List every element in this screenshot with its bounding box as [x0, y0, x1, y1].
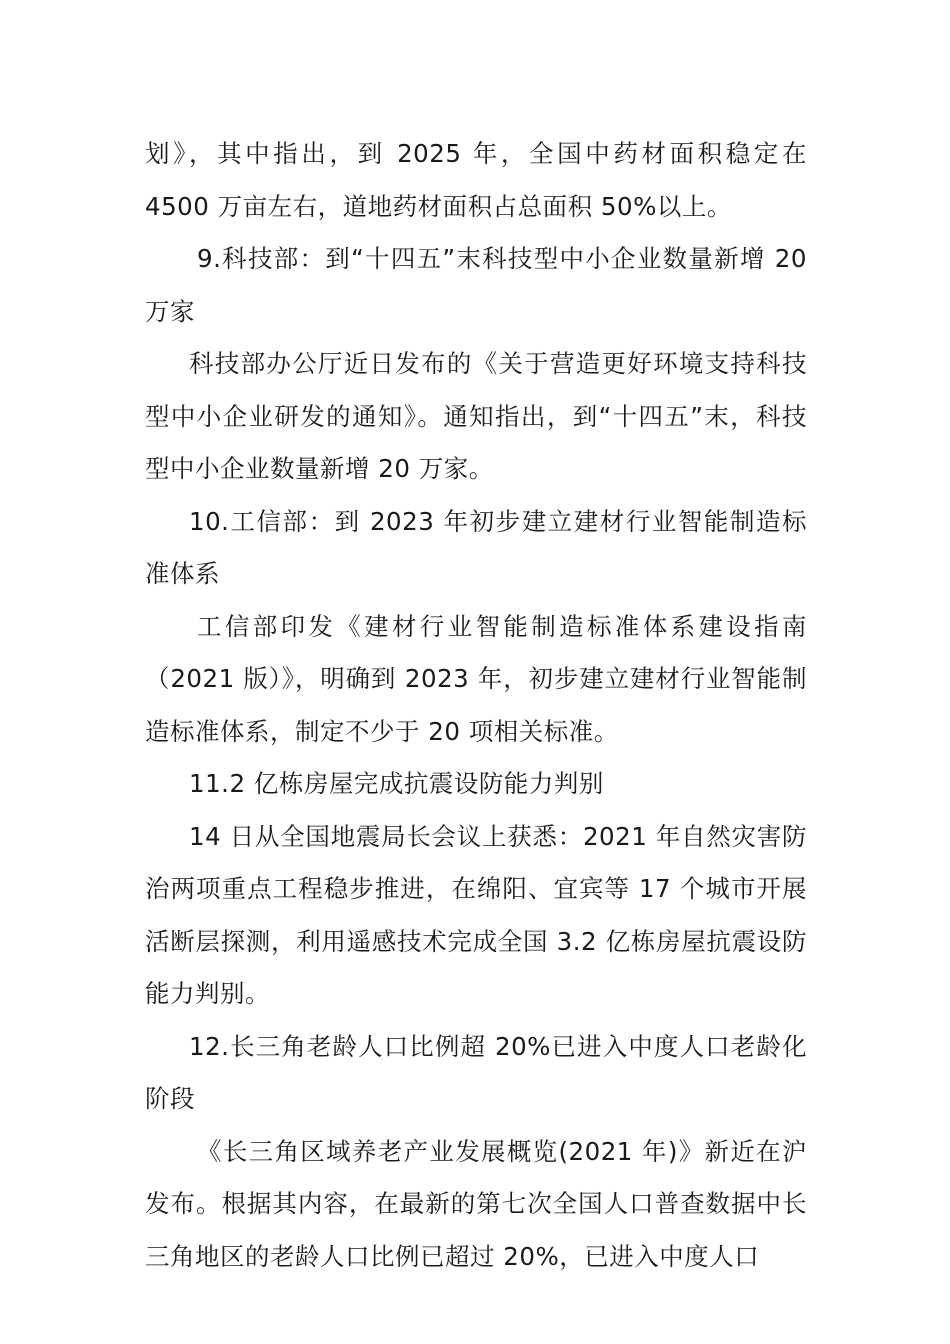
section-heading-10: 10.工信部：到 2023 年初步建立建材行业智能制造标准体系	[145, 506, 807, 588]
section-heading-12: 12.长三角老龄人口比例超 20%已进入中度人口老龄化阶段	[145, 1031, 807, 1113]
paragraph-continuation: 划》，其中指出，到 2025 年，全国中药材面积稳定在 4500 万亩左右，道地药材面积占总面积 50%以上。	[145, 139, 807, 221]
paragraph-10-body: 工信部印发《建材行业智能制造标准体系建设指南（2021 版）》，明确到 2023 年，初步建立建材行业智能制造标准体系，制定不少于 20 项相关标准。	[145, 611, 807, 746]
document-body	[145, 128, 807, 1283]
paragraph-9-body: 科技部办公厅近日发布的《关于营造更好环境支持科技型中小企业研发的通知》。通知指出，到“十四五”末，科技型中小企业数量新增 20 万家。	[145, 349, 807, 483]
section-heading-11: 11.2 亿栋房屋完成抗震设防能力判别	[189, 769, 604, 798]
section-heading-9: 9.科技部：到“十四五”末科技型中小企业数量新增 20 万家	[145, 244, 807, 326]
paragraph-11-body: 14 日从全国地震局长会议上获悉：2021 年自然灾害防治两项重点工程稳步推进，在绵阳、宜宾等 17 个城市开展活断层探测，利用遥感技术完成全国 3.2 亿栋房屋抗震设防能力判别。	[145, 821, 807, 1008]
paragraph-12-body: 《长三角区域养老产业发展概览(2021 年)》新近在沪发布。根据其内容，在最新的第七次全国人口普查数据中长三角地区的老龄人口比例已超过 20%，已进入中度人口	[145, 1136, 807, 1271]
